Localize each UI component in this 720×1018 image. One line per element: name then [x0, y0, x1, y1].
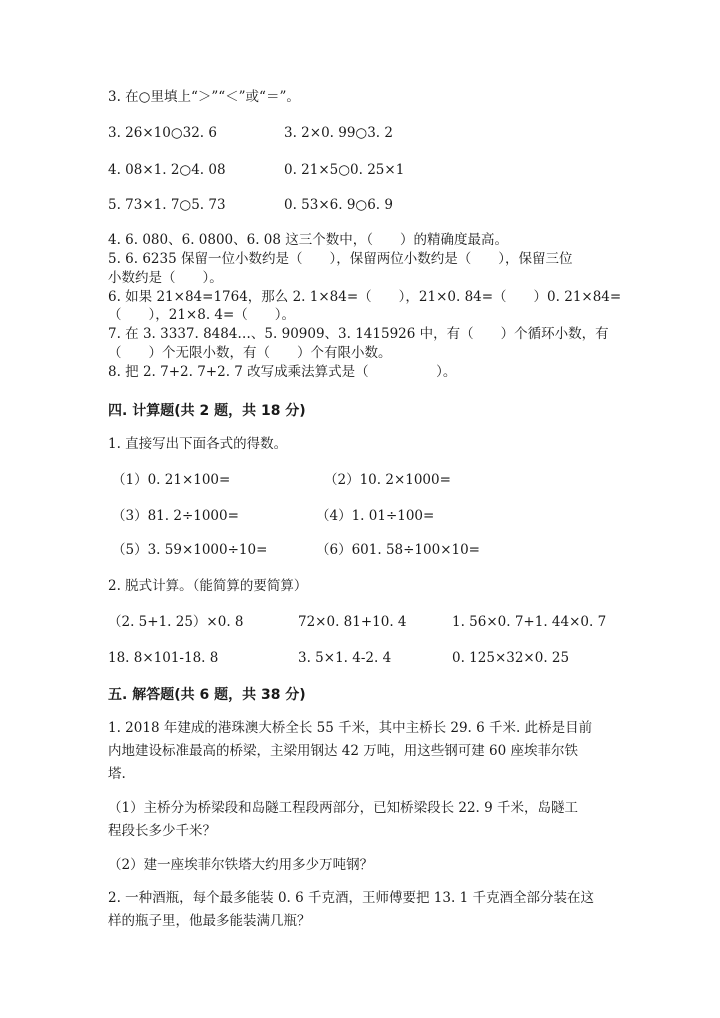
q5-line2: 小数约是（ ）。 — [108, 270, 223, 286]
calc-item: （5）3. 59×1000÷10= — [112, 542, 268, 558]
calc-item: （6）601. 58÷100×10= — [316, 542, 480, 558]
s5-q1-sub1-line: 程段长多少千米？ — [108, 823, 216, 839]
calc-item: （3）81. 2÷1000= — [112, 508, 239, 524]
q7-line1: 7. 在 3. 3337. 8484…、5. 90909、3. 1415926 中，有（ ）个循环小数，有 — [108, 326, 609, 342]
s5-q2-line: 2. 一种酒瓶，每个最多能装 0. 6 千克酒，王师傅要把 13. 1 千克酒全部分装在这 — [108, 890, 594, 906]
q8-text: 8. 把 2. 7+2. 7+2. 7 改写成乘法算式是（ ）。 — [108, 364, 457, 380]
s5-q2-line: 样的瓶子里，他最多能装满几瓶？ — [108, 913, 311, 929]
compare-item: 4. 08×1. 2○4. 08 — [108, 162, 226, 178]
q6-line2: （ ），21×8. 4=（ ）。 — [108, 307, 296, 323]
compare-item: 0. 53×6. 9○6. 9 — [284, 197, 393, 213]
compare-item: 3. 26×10○32. 6 — [108, 125, 217, 141]
section-5-heading: 五. 解答题(共 6 题，共 38 分) — [108, 687, 306, 703]
s5-q1-line: 1. 2018 年建成的港珠澳大桥全长 55 千米，其中主桥长 29. 6 千米. 此桥是目前 — [108, 720, 593, 736]
calc-row — [0, 541, 720, 559]
q4-text: 4. 6. 080、6. 0800、6. 08 这三个数中，（ ）的精确度最高。 — [108, 232, 509, 248]
calc-item: （2）10. 2×1000= — [324, 472, 451, 488]
q3-title: 3. 在○里填上“＞”“＜”或“＝”。 — [108, 89, 300, 105]
s5-q1-line: 内地建设标准最高的桥梁，主梁用钢达 42 万吨，用这些钢可建 60 座埃菲尔铁 — [108, 743, 579, 759]
expression-item: 1. 56×0. 7+1. 44×0. 7 — [452, 614, 607, 630]
compare-item: 3. 2×0. 99○3. 2 — [284, 125, 393, 141]
s5-q1-sub1-line: （1）主桥分为桥梁段和岛隧工程段两部分，已知桥梁段长 22. 9 千米，岛隧工 — [108, 800, 579, 816]
expression-item: 3. 5×1. 4-2. 4 — [298, 650, 392, 666]
s4-q1-title: 1. 直接写出下面各式的得数。 — [108, 436, 288, 452]
section-4-heading: 四. 计算题(共 2 题，共 18 分) — [108, 403, 306, 419]
compare-item: 5. 73×1. 7○5. 73 — [108, 197, 226, 213]
expression-item: （2. 5+1. 25）×0. 8 — [108, 614, 244, 630]
calc-row — [0, 471, 720, 489]
calc-item: （1）0. 21×100= — [112, 472, 231, 488]
expression-row — [0, 613, 720, 631]
calc-item: （4）1. 01÷100= — [316, 508, 435, 524]
s5-q1-sub2: （2）建一座埃菲尔铁塔大约用多少万吨钢？ — [108, 857, 374, 873]
compare-row — [0, 196, 720, 214]
expression-item: 72×0. 81+10. 4 — [298, 614, 407, 630]
s4-q2-title: 2. 脱式计算。（能简算的要简算） — [108, 578, 308, 594]
expression-row — [0, 649, 720, 667]
expression-item: 18. 8×101-18. 8 — [108, 650, 219, 666]
compare-item: 0. 21×5○0. 25×1 — [284, 162, 405, 178]
q7-line2: （ ）个无限小数，有（ ）个有限小数。 — [108, 345, 392, 361]
q6-line1: 6. 如果 21×84=1764，那么 2. 1×84=（ ），21×0. 84=（ ）0. 21×84= — [108, 289, 622, 305]
q5-line1: 5. 6. 6235 保留一位小数约是（ ），保留两位小数约是（ ），保留三位 — [108, 251, 573, 267]
calc-row — [0, 507, 720, 525]
expression-item: 0. 125×32×0. 25 — [452, 650, 570, 666]
s5-q1-line: 塔. — [108, 766, 126, 782]
compare-row — [0, 161, 720, 179]
compare-row — [0, 124, 720, 142]
